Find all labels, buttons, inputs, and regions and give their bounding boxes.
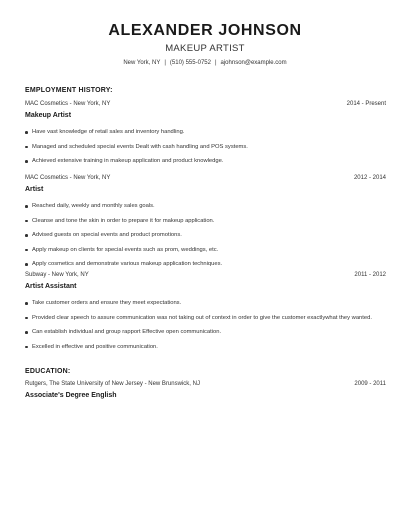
bullet-text: Apply cosmetics and demonstrate various makeup application techniques. [32, 261, 223, 267]
job-title: Makeup Artist [25, 112, 72, 119]
job-meta [25, 100, 386, 109]
contact-phone: (510) 555-0752 [169, 60, 211, 66]
resume-header [0, 22, 410, 55]
education-school: Rutgers, The State University of New Jersey - New Brunswick, NJ [25, 381, 200, 387]
bullet-icon [25, 131, 28, 134]
job-company: MAC Cosmetics - New York, NY [25, 175, 111, 181]
contact-separator: | [214, 60, 217, 66]
education-entry [25, 380, 386, 401]
candidate-title: MAKEUP ARTIST [165, 43, 245, 54]
list-item [25, 202, 386, 211]
list-item [25, 343, 386, 352]
job-company: MAC Cosmetics - New York, NY [25, 101, 111, 107]
job-dates: 2012 - 2014 [353, 175, 386, 181]
list-item [25, 314, 386, 323]
contact-email: ajohnson@example.com [220, 60, 287, 66]
list-item [25, 328, 386, 337]
bullet-icon [25, 234, 28, 237]
contact-line [0, 59, 410, 67]
job-meta [25, 271, 386, 280]
bullet-icon [25, 146, 28, 149]
education-heading: EDUCATION: [25, 368, 71, 375]
list-item [25, 231, 386, 240]
bullet-icon [25, 160, 28, 163]
list-item [25, 143, 386, 152]
bullet-text: Provided clear speech to assure communication was not taking out of context in order to give the customer exactlywhat they wanted. [32, 314, 372, 321]
bullet-text: Reached daily, weekly and monthly sales goals. [32, 203, 155, 209]
list-item [25, 157, 386, 166]
job-bullets [25, 128, 386, 166]
contact-separator: | [164, 60, 166, 66]
list-item [25, 246, 386, 255]
job-company: Subway - New York, NY [25, 272, 89, 278]
education-meta [25, 380, 386, 389]
education-dates: 2009 - 2011 [354, 381, 386, 387]
list-item [25, 299, 386, 308]
bullet-text: Achieved extensive training in makeup application and product knowledge. [32, 158, 224, 164]
list-item [25, 217, 386, 226]
bullet-text: Cleanse and tone the skin in order to prepare it for makeup application. [32, 217, 215, 224]
employment-heading: EMPLOYMENT HISTORY: [25, 87, 113, 94]
list-item [25, 260, 386, 269]
job-title: Artist [25, 186, 44, 193]
job-dates: 2014 - Present [346, 101, 386, 107]
bullet-text: Can establish individual and group rapport Effective open communication. [32, 329, 222, 335]
job-bullets [25, 202, 386, 269]
bullet-icon [25, 302, 28, 305]
job-entry [25, 271, 386, 357]
bullet-text: Excelled in effective and positive communication. [32, 343, 158, 350]
bullet-text: Have vast knowledge of retail sales and inventory handling. [32, 129, 185, 135]
bullet-icon [25, 317, 28, 320]
job-meta [25, 174, 386, 183]
bullet-icon [25, 331, 28, 334]
bullet-text: Take customer orders and ensure they meet expectations. [32, 300, 182, 306]
bullet-icon [25, 205, 28, 208]
job-dates: 2011 - 2012 [354, 272, 386, 278]
bullet-icon [25, 249, 28, 252]
bullet-icon [25, 220, 28, 223]
job-title: Artist Assistant [25, 283, 77, 290]
job-entry [25, 100, 386, 172]
candidate-name: ALEXANDER JOHNSON [108, 22, 302, 39]
job-bullets [25, 299, 386, 352]
education-degree: Associate's Degree English [25, 392, 117, 399]
bullet-icon [25, 346, 28, 349]
list-item [25, 128, 386, 137]
bullet-text: Managed and scheduled special events Dealt with cash handling and POS systems. [32, 143, 248, 150]
contact-location: New York, NY [123, 60, 161, 66]
bullet-text: Apply makeup on clients for special events such as prom, weddings, etc. [32, 246, 219, 253]
bullet-icon [25, 263, 28, 266]
job-entry [25, 174, 386, 275]
bullet-text: Advised guests on special events and product promotions. [32, 232, 182, 238]
